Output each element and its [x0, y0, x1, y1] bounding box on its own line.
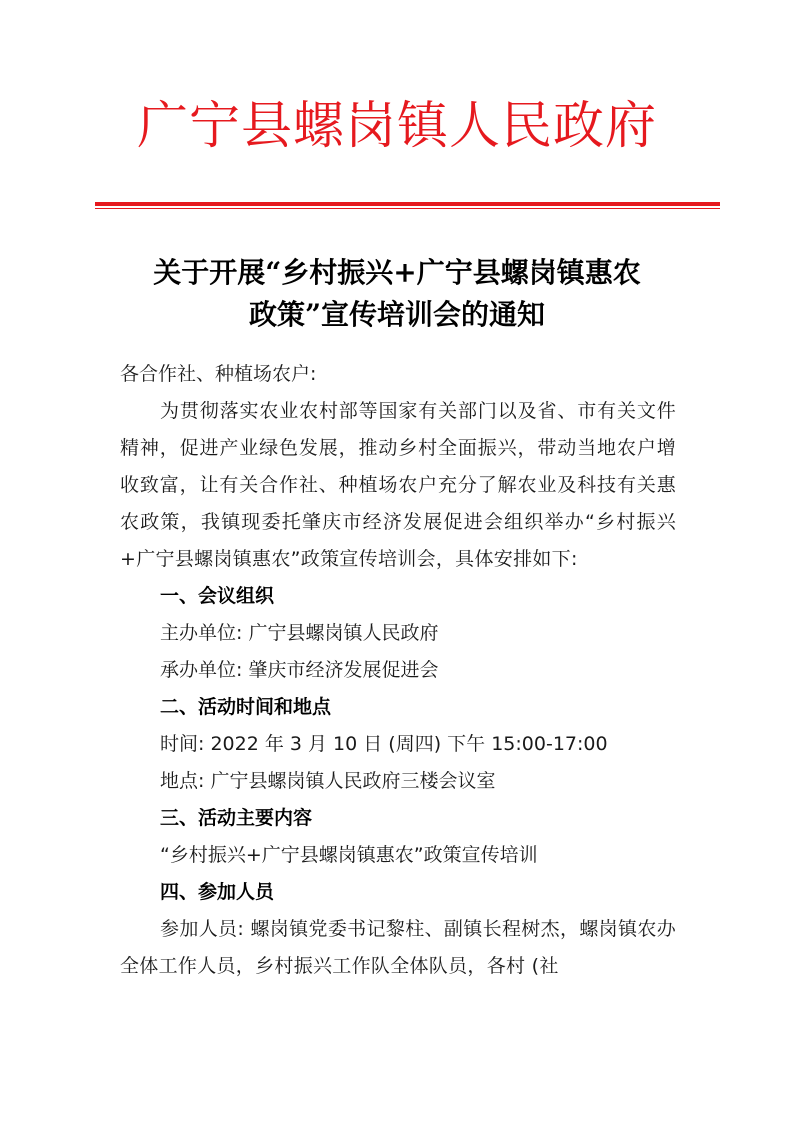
intro-paragraph: 为贯彻落实农业农村部等国家有关部门以及省、市有关文件精神，促进产业绿色发展，推动乡村全面振兴，带动当地农户增收致富，让有关合作社、种植场农户充分了解农业及科技有关惠农政策，我镇现委托肇庆市经济发展促进会组织举办“乡村振兴+广宁县螺岗镇惠农”政策宣传培训会，具体安排如下:	[120, 400, 676, 570]
event-time-line: 时间: 2022 年 3 月 10 日 (周四) 下午 15:00-17:00	[160, 733, 608, 755]
header-red-rule-thin	[95, 208, 720, 209]
issuing-organization-header: 广宁县螺岗镇人民政府	[136, 97, 657, 156]
salutation: 各合作社、种植场农户:	[120, 363, 317, 385]
participants-paragraph: 参加人员: 螺岗镇党委书记黎柱、副镇长程树杰，螺岗镇农办全体工作人员，乡村振兴工作队全体队员，各村 (社	[120, 918, 676, 977]
host-unit-line: 主办单位: 广宁县螺岗镇人民政府	[160, 622, 439, 644]
event-place-line: 地点: 广宁县螺岗镇人民政府三楼会议室	[160, 770, 496, 792]
document-title	[95, 252, 699, 336]
document-body	[120, 356, 676, 985]
organizer-unit-line: 承办单位: 肇庆市经济发展促进会	[160, 659, 439, 681]
document-title-line-1: 关于开展“乡村振兴+广宁县螺岗镇惠农	[153, 256, 641, 289]
document-title-line-2: 政策”宣传培训会的通知	[248, 298, 546, 331]
section-heading-organization: 一、会议组织	[160, 585, 275, 607]
section-heading-content: 三、活动主要内容	[160, 807, 313, 829]
section-heading-participants: 四、参加人员	[160, 881, 275, 903]
header-red-rule-thick	[95, 202, 720, 206]
section-heading-time-place: 二、活动时间和地点	[160, 696, 332, 718]
event-content-line: “乡村振兴+广宁县螺岗镇惠农”政策宣传培训	[160, 844, 538, 866]
